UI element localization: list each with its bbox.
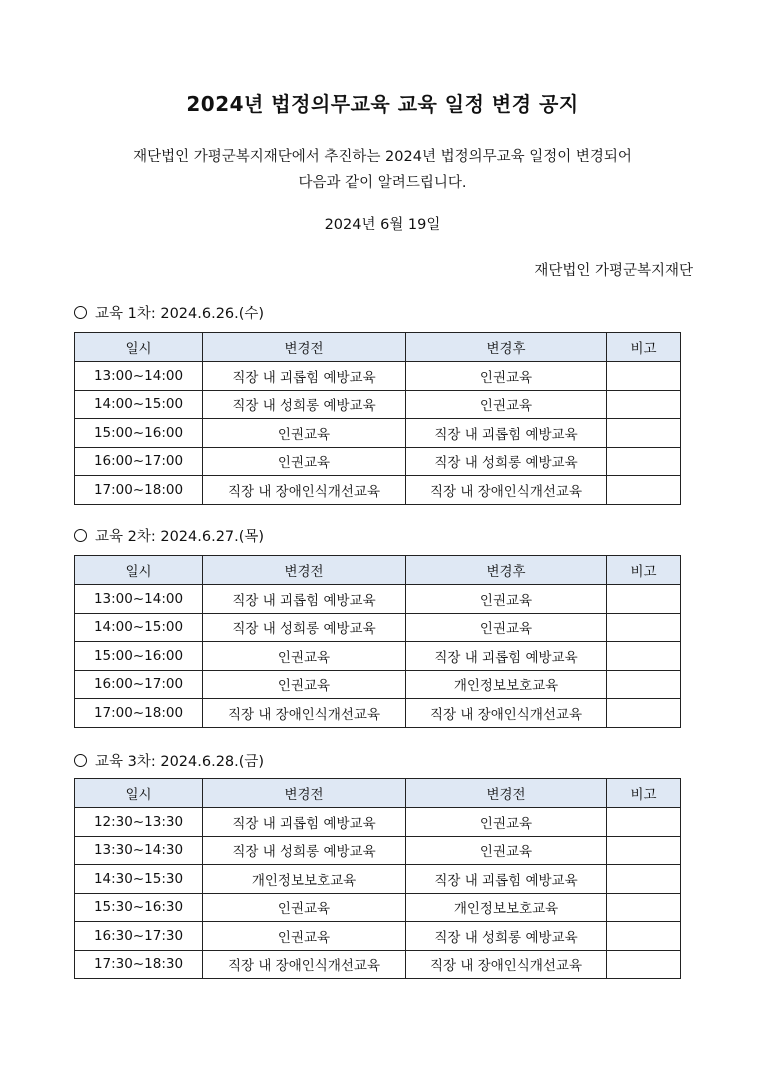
cell-note <box>607 699 681 728</box>
header-after: 변경전 <box>406 779 607 808</box>
cell-time: 15:30~16:30 <box>75 893 203 922</box>
header-before: 변경전 <box>203 333 406 362</box>
cell-after: 인권교육 <box>406 390 607 419</box>
cell-before: 인권교육 <box>203 642 406 671</box>
table-row <box>75 642 681 671</box>
cell-after: 직장 내 성희롱 예방교육 <box>406 447 607 476</box>
cell-time: 13:30~14:30 <box>75 836 203 865</box>
cell-before: 인권교육 <box>203 922 406 951</box>
cell-before: 직장 내 장애인식개선교육 <box>203 950 406 979</box>
cell-time: 12:30~13:30 <box>75 808 203 837</box>
cell-note <box>607 950 681 979</box>
cell-time: 14:00~15:00 <box>75 613 203 642</box>
table-row <box>75 836 681 865</box>
circle-bullet-icon <box>74 754 87 767</box>
cell-time: 16:30~17:30 <box>75 922 203 951</box>
cell-note <box>607 585 681 614</box>
cell-note <box>607 390 681 419</box>
cell-note <box>607 865 681 894</box>
cell-note <box>607 447 681 476</box>
table-row <box>75 922 681 951</box>
cell-note <box>607 922 681 951</box>
cell-time: 13:00~14:00 <box>75 362 203 391</box>
section-heading-2 <box>74 525 264 546</box>
cell-note <box>607 613 681 642</box>
header-note: 비고 <box>607 333 681 362</box>
organization-name: 재단법인 가평군복지재단 <box>534 263 693 279</box>
header-before: 변경전 <box>203 556 406 585</box>
table-row <box>75 390 681 419</box>
section-heading-3 <box>74 750 264 771</box>
cell-before: 직장 내 성희롱 예방교육 <box>203 836 406 865</box>
section-heading-text: 교육 2차: 2024.6.27.(목) <box>95 529 265 545</box>
cell-time: 17:00~18:00 <box>75 476 203 505</box>
cell-before: 직장 내 성희롱 예방교육 <box>203 613 406 642</box>
cell-after: 인권교육 <box>406 808 607 837</box>
header-time: 일시 <box>75 779 203 808</box>
cell-after: 직장 내 성희롱 예방교육 <box>406 922 607 951</box>
table-row <box>75 447 681 476</box>
cell-time: 15:00~16:00 <box>75 419 203 448</box>
cell-note <box>607 808 681 837</box>
table-row <box>75 585 681 614</box>
cell-after: 인권교육 <box>406 836 607 865</box>
cell-before: 직장 내 장애인식개선교육 <box>203 699 406 728</box>
table-header-row <box>75 333 681 362</box>
cell-before: 직장 내 괴롭힘 예방교육 <box>203 808 406 837</box>
header-note: 비고 <box>607 779 681 808</box>
cell-time: 14:30~15:30 <box>75 865 203 894</box>
cell-after: 직장 내 장애인식개선교육 <box>406 699 607 728</box>
cell-after: 직장 내 장애인식개선교육 <box>406 950 607 979</box>
header-after: 변경후 <box>406 333 607 362</box>
cell-after: 인권교육 <box>406 362 607 391</box>
cell-after: 직장 내 괴롭힘 예방교육 <box>406 419 607 448</box>
table-row <box>75 476 681 505</box>
schedule-table-3 <box>74 778 681 979</box>
cell-before: 직장 내 괴롭힘 예방교육 <box>203 585 406 614</box>
section-heading-text: 교육 1차: 2024.6.26.(수) <box>95 306 265 322</box>
cell-before: 인권교육 <box>203 670 406 699</box>
notice-date: 2024년 6월 19일 <box>324 217 441 233</box>
intro-paragraph <box>0 144 765 196</box>
cell-before: 직장 내 괴롭힘 예방교육 <box>203 362 406 391</box>
header-after: 변경후 <box>406 556 607 585</box>
header-time: 일시 <box>75 556 203 585</box>
cell-before: 인권교육 <box>203 893 406 922</box>
cell-after: 인권교육 <box>406 585 607 614</box>
cell-after: 개인정보보호교육 <box>406 670 607 699</box>
cell-time: 17:00~18:00 <box>75 699 203 728</box>
cell-after: 인권교육 <box>406 613 607 642</box>
circle-bullet-icon <box>74 529 87 542</box>
cell-note <box>607 476 681 505</box>
header-before: 변경전 <box>203 779 406 808</box>
document-title: 2024년 법정의무교육 교육 일정 변경 공지 <box>186 92 579 116</box>
cell-before: 인권교육 <box>203 447 406 476</box>
intro-line-1: 재단법인 가평군복지재단에서 추진하는 2024년 법정의무교육 일정이 변경되어 <box>133 149 632 165</box>
table-header-row <box>75 779 681 808</box>
header-time: 일시 <box>75 333 203 362</box>
cell-note <box>607 362 681 391</box>
table-row <box>75 699 681 728</box>
cell-note <box>607 836 681 865</box>
cell-time: 14:00~15:00 <box>75 390 203 419</box>
cell-time: 16:00~17:00 <box>75 447 203 476</box>
circle-bullet-icon <box>74 306 87 319</box>
cell-after: 개인정보보호교육 <box>406 893 607 922</box>
schedule-table-1 <box>74 332 681 505</box>
cell-after: 직장 내 괴롭힘 예방교육 <box>406 642 607 671</box>
cell-before: 개인정보보호교육 <box>203 865 406 894</box>
cell-before: 직장 내 성희롱 예방교육 <box>203 390 406 419</box>
cell-time: 13:00~14:00 <box>75 585 203 614</box>
cell-note <box>607 893 681 922</box>
table-header-row <box>75 556 681 585</box>
table-row <box>75 613 681 642</box>
table-row <box>75 362 681 391</box>
cell-time: 16:00~17:00 <box>75 670 203 699</box>
intro-line-2: 다음과 같이 알려드립니다. <box>298 175 467 191</box>
table-row <box>75 670 681 699</box>
section-heading-text: 교육 3차: 2024.6.28.(금) <box>95 754 265 770</box>
table-row <box>75 419 681 448</box>
cell-before: 인권교육 <box>203 419 406 448</box>
section-heading-1 <box>74 302 264 323</box>
table-row <box>75 893 681 922</box>
schedule-table-2 <box>74 555 681 728</box>
cell-note <box>607 670 681 699</box>
table-row <box>75 808 681 837</box>
table-row <box>75 950 681 979</box>
cell-after: 직장 내 장애인식개선교육 <box>406 476 607 505</box>
header-note: 비고 <box>607 556 681 585</box>
cell-note <box>607 419 681 448</box>
cell-note <box>607 642 681 671</box>
cell-time: 15:00~16:00 <box>75 642 203 671</box>
cell-time: 17:30~18:30 <box>75 950 203 979</box>
table-row <box>75 865 681 894</box>
cell-before: 직장 내 장애인식개선교육 <box>203 476 406 505</box>
cell-after: 직장 내 괴롭힘 예방교육 <box>406 865 607 894</box>
